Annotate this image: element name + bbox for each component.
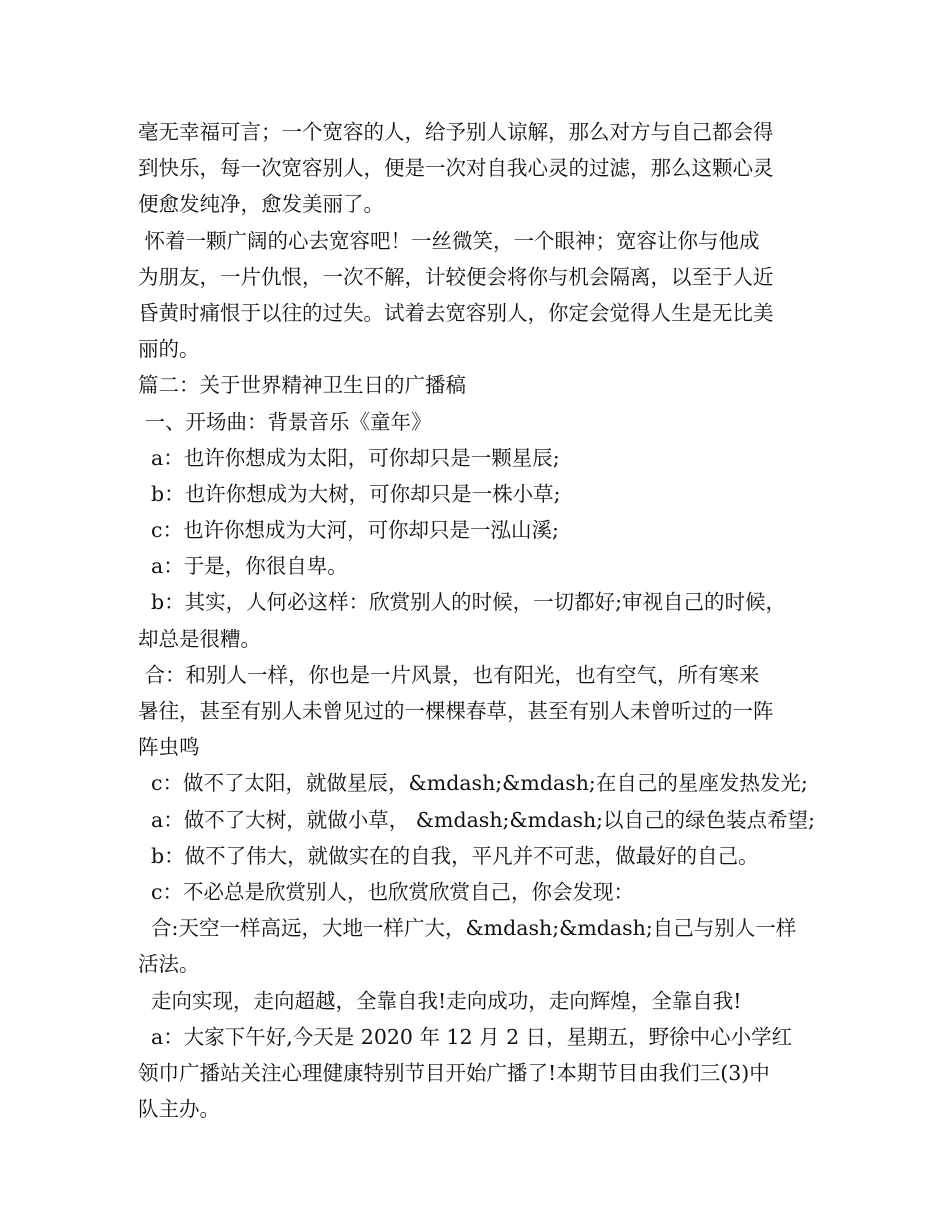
- text-line: 领巾广播站关注心理健康特别节目开始广播了!本期节目由我们三(3)中: [138, 1060, 770, 1085]
- text-line: 怀着一颗广阔的心去宽容吧！一丝微笑，一个眼神；宽容让你与他成: [138, 228, 760, 253]
- text-line: 走向实现，走向超越，全靠自我!走向成功，走向辉煌，全靠自我!: [138, 988, 742, 1013]
- text-line: c：做不了太阳，就做星辰，&mdash;&mdash;在自己的星座发热发光;: [138, 771, 808, 796]
- text-line: a：也许你想成为太阳，可你却只是一颗星辰;: [138, 445, 560, 470]
- text-line: a：于是，你很自卑。: [138, 554, 348, 579]
- text-line: b：其实，人何必这样：欣赏别人的时候，一切都好;审视自己的时候，: [138, 590, 787, 615]
- text-line: 合:天空一样高远，大地一样广大，&mdash;&mdash;自己与别人一样: [138, 916, 797, 941]
- text-line: 合：和别人一样，你也是一片风景，也有阳光，也有空气，所有寒来: [138, 662, 760, 687]
- text-line: 却总是很糟。: [138, 626, 261, 651]
- text-line: b：也许你想成为大树，可你却只是一株小草;: [138, 481, 561, 506]
- section-heading: 篇二：关于世界精神卫生日的广播稿: [138, 373, 466, 398]
- text-line: 阵虫鸣: [138, 735, 200, 760]
- text-line: 毫无幸福可言；一个宽容的人，给予别人谅解，那么对方与自己都会得: [138, 120, 774, 144]
- text-line: 为朋友，一片仇恨，一次不解，计较便会将你与机会隔离，以至于人近: [138, 264, 774, 289]
- text-line: a：大家下午好,今天是 2020 年 12 月 2 日，星期五，野徐中心小学红: [138, 1024, 793, 1049]
- text-line: b：做不了伟大，就做实在的自我，平凡并不可悲，做最好的自己。: [138, 843, 759, 868]
- document-body: [138, 114, 828, 1127]
- text-line: 昏黄时痛恨于以往的过失。试着去宽容别人，你定会觉得人生是无比美: [138, 300, 774, 325]
- text-line: 丽的。: [138, 337, 200, 362]
- text-line: 队主办。: [138, 1097, 220, 1122]
- text-line: c：也许你想成为大河，可你却只是一泓山溪;: [138, 518, 559, 543]
- text-line: 活法。: [138, 952, 200, 977]
- text-line: 到快乐，每一次宽容别人，便是一次对自我心灵的过滤，那么这颗心灵: [138, 156, 774, 181]
- text-line: 一、开场曲：背景音乐《童年》: [138, 409, 432, 434]
- text-line: 便愈发纯净，愈发美丽了。: [138, 192, 384, 217]
- text-line: 暑往，甚至有别人未曾见过的一棵棵春草，甚至有别人未曾听过的一阵: [138, 699, 774, 723]
- text-line: a：做不了大树，就做小草， &mdash;&mdash;以自己的绿色装点希望;: [138, 807, 815, 832]
- text-line: c：不必总是欣赏别人，也欣赏欣赏自己，你会发现：: [138, 879, 635, 904]
